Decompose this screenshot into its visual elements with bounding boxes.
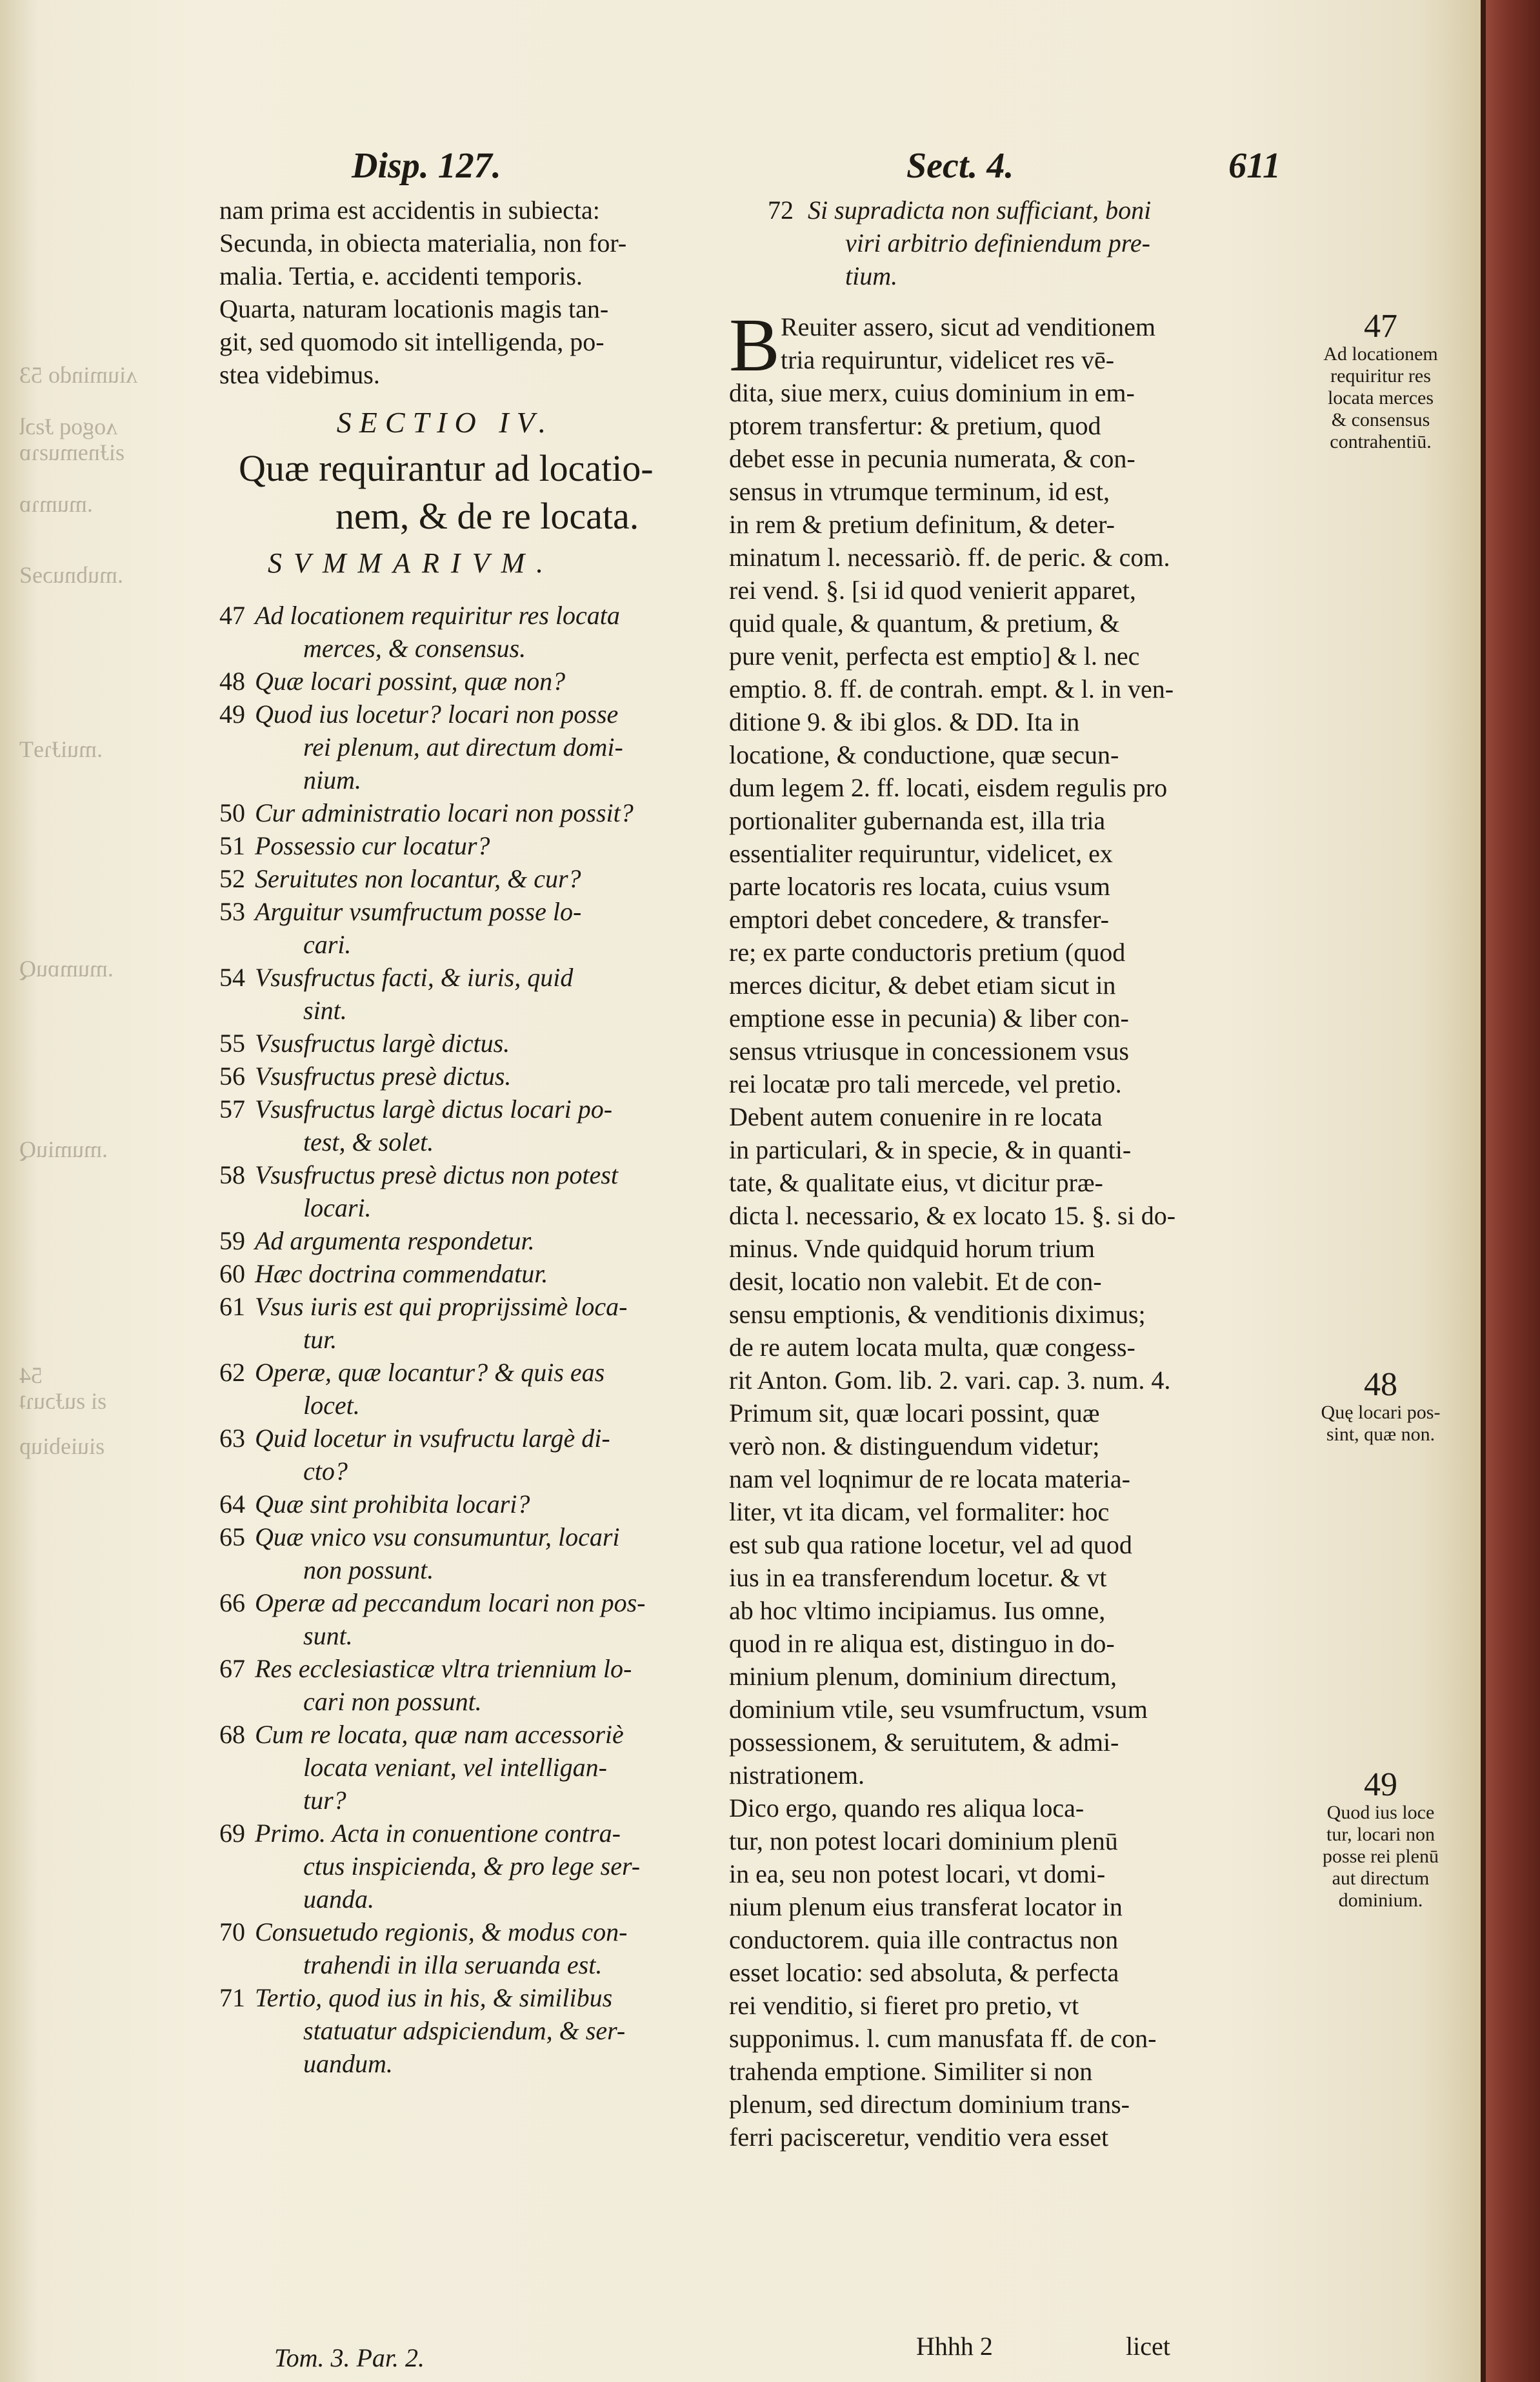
- text-line: parte locatoris res locata, cuius vsum: [729, 872, 1110, 901]
- entry-text: Operæ, quæ locantur? & quis eas: [255, 1358, 605, 1387]
- entry-text: Vsusfructus largè dictus locari po-: [255, 1095, 613, 1124]
- text-line: esset locatio: sed absoluta, & perfecta: [729, 1958, 1119, 1987]
- text-line: dicta l. necessario, & ex locato 15. §. si do-: [729, 1201, 1176, 1230]
- entry-number: 64: [219, 1489, 245, 1519]
- text-line: Primum sit, quæ locari possint, quæ: [729, 1398, 1100, 1428]
- entry-text: Consuetudo regionis, & modus con-: [255, 1917, 628, 1946]
- text-line: dita, siue merx, cuius dominium in em-: [729, 378, 1135, 407]
- margin-note: [1284, 310, 1477, 453]
- summary-entry: [219, 1718, 742, 1817]
- summary-entry: [219, 599, 742, 665]
- text-line: conductorem. quia ille contractus non: [729, 1925, 1119, 1954]
- entry-text: Res ecclesiasticæ vltra triennium lo-: [255, 1654, 632, 1683]
- summary-entry: [219, 1520, 742, 1586]
- text-line: ab hoc vltimo incipiamus. Ius omne,: [729, 1596, 1106, 1625]
- entry-number: 52: [219, 864, 245, 893]
- entry-number: 69: [219, 1819, 245, 1848]
- summary-entry: [219, 1817, 742, 1915]
- text-line: sensus vtriusque in concessionem vsus: [729, 1036, 1129, 1065]
- entry-text: rei plenum, aut directum domi-: [303, 732, 623, 762]
- margin-note-line: requiritur res: [1330, 365, 1431, 387]
- entry-text: Ad locationem requiritur res locata: [255, 601, 620, 630]
- entry-text: Operæ ad peccandum locari non pos-: [255, 1588, 646, 1617]
- entry-text: Vsusfructus facti, & iuris, quid: [255, 963, 574, 992]
- summary-list: [219, 599, 742, 2080]
- catchword: licet: [1126, 2332, 1170, 2361]
- text-line: malia. Tertia, e. accidenti temporis.: [219, 261, 583, 290]
- text-line: essentialiter requiruntur, videlicet, ex: [729, 839, 1113, 868]
- summary-entry-72: [729, 194, 1277, 292]
- entry-number: 50: [219, 798, 245, 827]
- text-line: Quarta, naturam locationis magis tan-: [219, 294, 609, 323]
- text-line: possessionem, & seruitutem, & admi-: [729, 1728, 1119, 1757]
- entry-text: Vsusfructus presè dictus.: [255, 1062, 512, 1091]
- margin-note-line: posse rei plenū: [1323, 1846, 1439, 1867]
- left-column: [219, 194, 742, 2080]
- entry-text: Quæ sint prohibita locari?: [255, 1489, 530, 1519]
- text-line: git, sed quomodo sit intelligenda, po-: [219, 327, 605, 356]
- text-line: merces dicitur, & debet etiam sicut in: [729, 971, 1116, 1000]
- entry-text: tur.: [303, 1325, 337, 1354]
- text-line: portionaliter gubernanda est, illa tria: [729, 806, 1106, 835]
- summary-entry: [219, 895, 742, 961]
- text-line: pure venit, perfecta est emptio] & l. nec: [729, 641, 1140, 671]
- summary-entry: [219, 1488, 742, 1520]
- entry-text: trahendi in illa seruanda est.: [303, 1950, 603, 1979]
- entry-number: 62: [219, 1358, 245, 1387]
- entry-text: non possunt.: [303, 1555, 434, 1584]
- entry-number: 54: [219, 963, 245, 992]
- text-line: supponimus. l. cum manusfata ff. de con-: [729, 2024, 1157, 2053]
- text-line: rei venditio, si fieret pro pretio, vt: [729, 1991, 1079, 2020]
- question-title-line: Quæ requirantur ad locatio-: [239, 447, 654, 489]
- entry-text: locari.: [303, 1193, 372, 1222]
- body-paragraph: [729, 303, 1277, 2154]
- summary-entry: [219, 1027, 742, 1060]
- entry-text: Arguitur vsumfructum posse lo-: [255, 897, 582, 926]
- entry-text: uanda.: [303, 1884, 374, 1913]
- text-line: re; ex parte conductoris pretium (quod: [729, 938, 1126, 967]
- text-line: dominium vtile, seu vsumfructum, vsum: [729, 1695, 1148, 1724]
- text-line: tate, & qualitate eius, vt dicitur præ-: [729, 1168, 1103, 1197]
- entry-text: tur?: [303, 1786, 346, 1815]
- entry-number: 58: [219, 1160, 245, 1189]
- entry-text: sint.: [303, 996, 347, 1025]
- summary-entry: [219, 1224, 742, 1257]
- margin-note-line: dominium.: [1338, 1890, 1423, 1911]
- entry-number: 61: [219, 1292, 245, 1321]
- text-line: in ea, seu non potest locari, vt domi-: [729, 1859, 1106, 1888]
- entry-number: 59: [219, 1226, 245, 1255]
- summary-entry: [219, 698, 742, 796]
- entry-text: statuatur adspiciendum, & ser-: [303, 2016, 626, 2045]
- margin-note-number: 48: [1364, 1366, 1397, 1403]
- text-line: emptori debet concedere, & transfer-: [729, 905, 1109, 934]
- text-line: rei locatæ pro tali mercede, vel pretio.: [729, 1069, 1122, 1098]
- entry-text: test, & solet.: [303, 1127, 434, 1156]
- entry-text: Cur administratio locari non possit?: [255, 798, 634, 827]
- text-line: nistrationem.: [729, 1761, 865, 1790]
- text-line: liter, vt ita dicam, vel formaliter: hoc: [729, 1497, 1110, 1526]
- text-line: ptorem transfertur: & pretium, quod: [729, 411, 1101, 440]
- entry-text: tium.: [845, 261, 898, 290]
- margin-note-number: 47: [1364, 308, 1397, 345]
- text-line: sensus in vtrumque terminum, id est,: [729, 477, 1110, 506]
- text-line: rei vend. §. [si id quod venierit apparet,: [729, 576, 1136, 605]
- entry-number: 70: [219, 1917, 245, 1946]
- entry-text: uandum.: [303, 2049, 393, 2078]
- entry-number: 56: [219, 1062, 245, 1091]
- margin-note-line: tur, locari non: [1326, 1824, 1435, 1845]
- text-line: stea videbimus.: [219, 360, 380, 389]
- margin-note-line: locata merces: [1327, 387, 1434, 409]
- summary-entry: [219, 796, 742, 829]
- text-line: nam prima est accidentis in subiecta:: [219, 196, 600, 225]
- summary-entry: [219, 961, 742, 1027]
- margin-note-line: aut directum: [1332, 1868, 1430, 1889]
- entry-text: Si supradicta non sufficiant, boni: [808, 196, 1152, 225]
- summary-entry: [219, 1981, 742, 2080]
- summary-entry: [219, 665, 742, 698]
- entry-text: Quid locetur in vsufructu largè di-: [255, 1424, 610, 1453]
- margin-note-line: Quod ius loce: [1326, 1802, 1435, 1823]
- margin-note-line: & consensus: [1331, 409, 1430, 430]
- text-line: in particulari, & in specie, & in quanti-: [729, 1135, 1132, 1164]
- summary-entry: [219, 1915, 742, 1981]
- text-line: emptione esse in pecunia) & liber con-: [729, 1004, 1129, 1033]
- entry-text: Possessio cur locatur?: [255, 831, 490, 860]
- section-label: SECTIO IV.: [336, 406, 554, 439]
- volume-footer: Tom. 3. Par. 2.: [274, 2343, 425, 2372]
- signature-mark: Hhhh 2: [916, 2332, 993, 2361]
- binding-edge: [1481, 0, 1540, 2382]
- text-line: minium plenum, dominium directum,: [729, 1662, 1117, 1691]
- entry-text: Quod ius locetur? locari non posse: [255, 700, 619, 729]
- text-line: Dico ergo, quando res aliqua loca-: [729, 1793, 1085, 1822]
- entry-text: locet.: [303, 1391, 360, 1420]
- entry-text: cari non possunt.: [303, 1687, 482, 1716]
- summary-entry: [219, 1060, 742, 1093]
- summary-entry: [219, 1290, 742, 1356]
- text-line: Debent autem conuenire in re locata: [729, 1102, 1103, 1131]
- text-line: emptio. 8. ff. de contrah. empt. & l. in ven-: [729, 674, 1174, 703]
- entry-text: sunt.: [303, 1621, 353, 1650]
- text-line: trahenda emptione. Similiter si non: [729, 2057, 1093, 2086]
- header-disputation: Disp. 127.: [352, 146, 501, 186]
- entry-number: 65: [219, 1522, 245, 1551]
- text-line: ditione 9. & ibi glos. & DD. Ita in: [729, 707, 1080, 736]
- entry-number: 60: [219, 1259, 245, 1288]
- text-line: sensu emptionis, & venditionis diximus;: [729, 1300, 1146, 1329]
- entry-text: Vsusfructus largè dictus.: [255, 1029, 510, 1058]
- entry-number: 67: [219, 1654, 245, 1683]
- text-line: dum legem 2. ff. locati, eisdem regulis pro: [729, 773, 1168, 802]
- entry-text: Ad argumenta respondetur.: [255, 1226, 535, 1255]
- summary-entry: [219, 1652, 742, 1718]
- text-line: nium plenum eius transferat locator in: [729, 1892, 1123, 1921]
- text-line: desit, locatio non valebit. Et de con-: [729, 1267, 1102, 1296]
- entry-number: 55: [219, 1029, 245, 1058]
- entry-number: 68: [219, 1720, 245, 1749]
- entry-text: Cum re locata, quæ nam accessoriè: [255, 1720, 624, 1749]
- text-line: Reuiter assero, sicut ad venditionem: [781, 312, 1155, 341]
- text-line: quid quale, & quantum, & pretium, &: [729, 609, 1120, 638]
- right-column: [729, 194, 1277, 2154]
- running-header: [352, 145, 1281, 190]
- margin-note-line: Ad locationem: [1323, 343, 1438, 365]
- entry-text: Vsus iuris est qui proprijssimè loca-: [255, 1292, 628, 1321]
- body-text: [729, 376, 1277, 2154]
- margin-note-line: Quę locari pos-: [1321, 1402, 1441, 1423]
- text-line: nam vel loqnimur de re locata materia-: [729, 1464, 1130, 1493]
- summary-entry: [219, 1093, 742, 1158]
- margin-note-line: sint, quæ non.: [1326, 1424, 1435, 1445]
- entry-text: Quæ locari possint, quæ non?: [255, 667, 566, 696]
- text-line: Secunda, in obiecta materialia, non for-: [219, 228, 627, 257]
- entry-text: cari.: [303, 930, 352, 959]
- entry-text: Primo. Acta in conuentione contra-: [255, 1819, 621, 1848]
- text-line: locatione, & conductione, quæ secun-: [729, 740, 1119, 769]
- entry-number: 53: [219, 897, 245, 926]
- text-line: tria requiruntur, videlicet res vē-: [781, 345, 1115, 374]
- text-line: debet esse in pecunia numerata, & con-: [729, 444, 1135, 473]
- summary-entry: [219, 862, 742, 895]
- entry-number: 57: [219, 1095, 245, 1124]
- text-line: tur, non potest locari dominium plenū: [729, 1826, 1118, 1855]
- entry-text: merces, & consensus.: [303, 634, 526, 663]
- intro-paragraph: [219, 194, 742, 391]
- entry-text: Vsusfructus presè dictus non potest: [255, 1160, 618, 1189]
- entry-number: 51: [219, 831, 245, 860]
- text-line: ius in ea transferendum locetur. & vt: [729, 1563, 1107, 1592]
- margin-note-line: contrahentiū.: [1330, 431, 1432, 452]
- text-line: ferri pacisceretur, venditio vera esset: [729, 2123, 1109, 2152]
- entry-text: nium.: [303, 765, 361, 794]
- summary-entry: [219, 1158, 742, 1224]
- text-line: est sub qua ratione locetur, vel ad quod: [729, 1530, 1132, 1559]
- question-title-line: nem, & de re locata.: [335, 495, 639, 537]
- text-line: quod in re aliqua est, distinguo in do-: [729, 1629, 1115, 1658]
- text-line: verò non. & distinguendum videtur;: [729, 1431, 1100, 1460]
- summary-entry: [219, 1422, 742, 1488]
- entry-number: 66: [219, 1588, 245, 1617]
- text-line: minus. Vnde quidquid horum trium: [729, 1234, 1095, 1263]
- entry-text: viri arbitrio definiendum pre-: [845, 228, 1150, 257]
- summary-entry: [219, 1586, 742, 1652]
- text-line: plenum, sed directum dominium trans-: [729, 2090, 1130, 2119]
- entry-number: 63: [219, 1424, 245, 1453]
- summary-entry: [219, 829, 742, 862]
- entry-number: 72: [768, 196, 794, 225]
- drop-capital: B: [729, 303, 780, 387]
- header-section: Sect. 4.: [906, 146, 1014, 186]
- entry-text: Tertio, quod ius in his, & similibus: [255, 1983, 613, 2012]
- margin-note-number: 49: [1364, 1766, 1397, 1803]
- entry-text: Hæc doctrina commendatur.: [255, 1259, 548, 1288]
- summary-entry: [219, 1257, 742, 1290]
- text-line: in rem & pretium definitum, & deter-: [729, 510, 1115, 539]
- entry-number: 48: [219, 667, 245, 696]
- margin-note: [1284, 1768, 1477, 1912]
- entry-number: 49: [219, 700, 245, 729]
- entry-text: Seruitutes non locantur, & cur?: [255, 864, 581, 893]
- entry-text: Quæ vnico vsu consumuntur, locari: [255, 1522, 620, 1551]
- entry-number: 47: [219, 601, 245, 630]
- margin-note: [1284, 1368, 1477, 1446]
- entry-text: cto?: [303, 1457, 348, 1486]
- facing-page-bleed-through: ʌiumindo 53 ʌogoq ɈƨɔƖ ƨiɈnɘmuƨɿɒ .mumɿɒ .mubnuɔɘƧ .muiɈɿɘT .mumɒuQ .mumiuQ 54 ƨi ƨuɈɔuɿʇ ƨiuiɘbiup: [19, 362, 138, 1459]
- summary-entry: [219, 1356, 742, 1422]
- summarium-label: SVMMARIVM.: [268, 547, 555, 579]
- question-title: [239, 445, 742, 540]
- entry-number: 71: [219, 1983, 245, 2012]
- text-line: minatum l. necessariò. ff. de peric. & com.: [729, 543, 1170, 572]
- entry-text: locata veniant, vel intelligan-: [303, 1753, 607, 1782]
- entry-text: ctus inspicienda, & pro lege ser-: [303, 1852, 641, 1881]
- page-number: 611: [1228, 146, 1281, 186]
- text-line: de re autem locata multa, quæ congess-: [729, 1333, 1135, 1362]
- text-line: rit Anton. Gom. lib. 2. vari. cap. 3. num. 4.: [729, 1366, 1171, 1395]
